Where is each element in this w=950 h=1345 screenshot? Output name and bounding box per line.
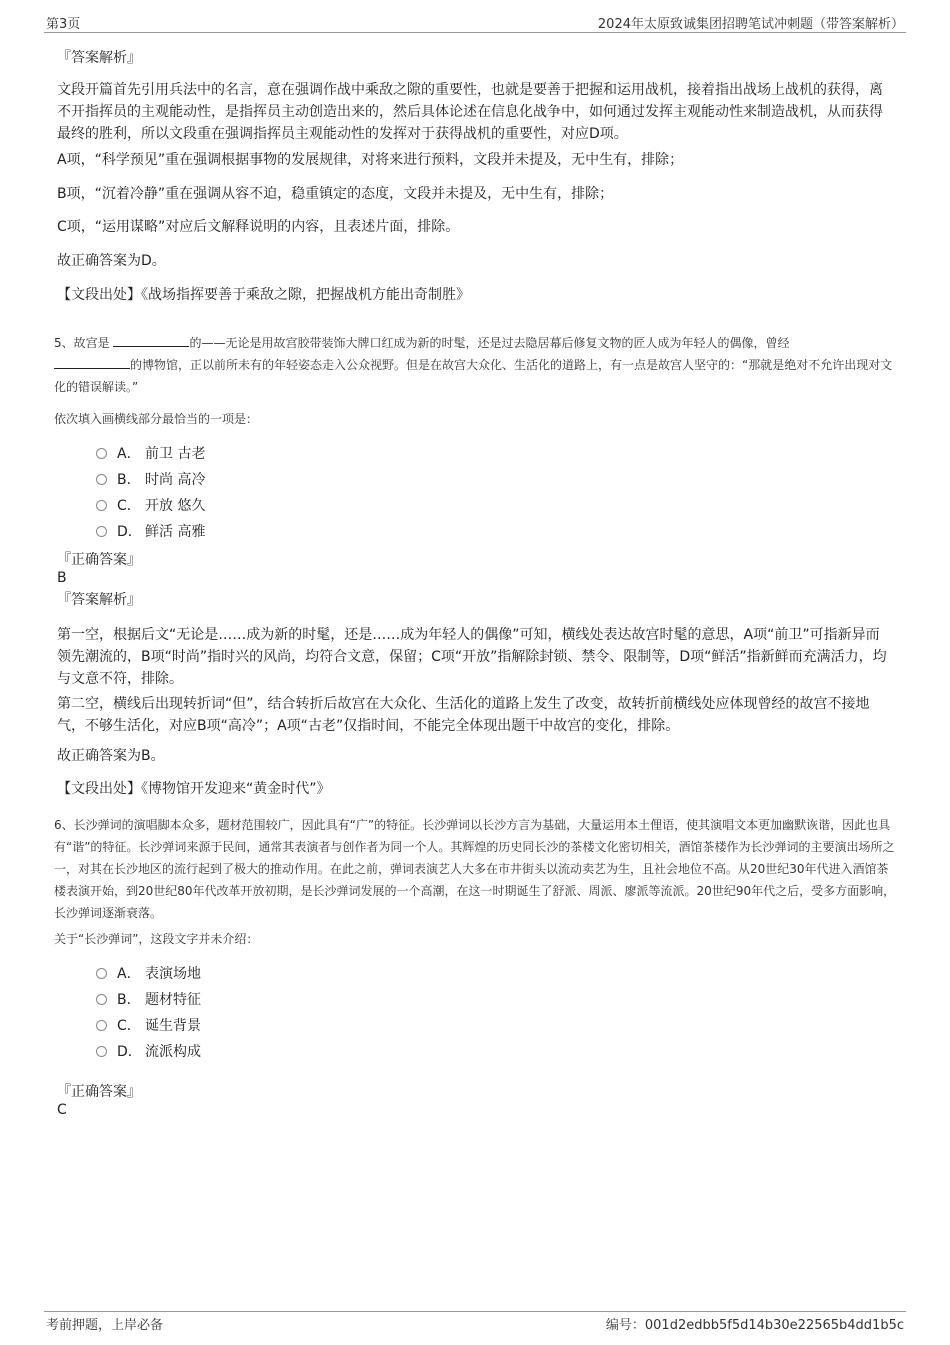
q6-option-d[interactable] [96, 1042, 201, 1062]
page-number: 第3页 [46, 17, 81, 32]
option-text: 鲜活 高雅 [145, 524, 206, 540]
q6-option-a[interactable] [96, 964, 201, 984]
header-divider [44, 32, 906, 33]
q5-analysis-label: 『答案解析』 [57, 592, 141, 608]
radio-icon[interactable] [96, 994, 107, 1005]
q6-option-c[interactable] [96, 1016, 201, 1036]
q5-prompt: 依次填入画横线部分最恰当的一项是： [54, 412, 259, 426]
q4-answer-conclusion: 故正确答案为D。 [57, 253, 166, 269]
radio-icon[interactable] [96, 500, 107, 511]
q5-option-c[interactable] [96, 496, 205, 516]
option-letter: C． [117, 1018, 141, 1034]
q6-stem: 6、长沙弹词的演唱脚本众多，题材范围较广，因此具有“广”的特征。长沙弹词以长沙方言为基础，大量运用本土俚语，使其演唱文本更加幽默诙谐，因此也具有“谐”的特征。长沙弹词来源于民间，通常其表演者与创作者为同一个人。其辉煌的历史同长沙的茶楼文化密切相关，酒馆茶楼作为长沙弹词的主要演出场所之一，对其在长沙地区的流行起到了极大的推动作用。在此之前，弹词表演艺人大多在市井街头以流动卖艺为生，且社会地位不高。从20世纪30年代进入酒馆茶楼表演开始，到20世纪80年代改革开放初期，是长沙弹词发展的一个高潮，在这一时期诞生了舒派、周派、廖派等流派。20世纪90年代之后，受多方面影响，长沙弹词逐渐衰落。 [54, 818, 896, 920]
q5-answer-label: 『正确答案』 [57, 552, 141, 568]
q5-stem-part: 的——无论是用故宫胶带装饰大牌口红成为新的时髦，还是过去隐居幕后修复文物的匠人成为年轻人的偶像，曾经 [189, 336, 790, 350]
q5-answer-conclusion: 故正确答案为B。 [57, 748, 165, 764]
document-id: 编号：001d2edbb5f5d14b30e22565b4dd1b5c [605, 1318, 904, 1333]
q5-stem-part: 的博物馆，正以前所未有的年轻姿态走入公众视野。但是在故宫大众化、生活化的道路上，有一点是故宫人坚守的：“那就是绝对不允许出现对文化的错误解读。” [54, 358, 893, 394]
option-text: 开放 悠久 [145, 498, 206, 514]
radio-icon[interactable] [96, 1046, 107, 1057]
option-text: 前卫 古老 [145, 446, 206, 462]
q4-analysis-para: A项，“科学预见”重在强调根据事物的发展规律，对将来进行预料，文段并未提及，无中生有，排除； [57, 152, 684, 168]
option-letter: B． [117, 992, 141, 1008]
q4-analysis-para: 文段开篇首先引用兵法中的名言，意在强调作战中乘敌之隙的重要性，也就是要善于把握和运用战机，接着指出战场上战机的获得，离不开指挥员的主观能动性，是指挥员主动创造出来的，然后具体论述在信息化战争中，如何通过发挥主观能动性来制造战机，从而获得最终的胜利，所以文段重在强调指挥员主观能动性的发挥对于获得战机的重要性，对应D项。 [57, 82, 883, 142]
q6-prompt: 关于“长沙弹词”，这段文字并未介绍： [54, 932, 259, 946]
q6-answer-label: 『正确答案』 [57, 1084, 141, 1100]
option-letter: C． [117, 498, 141, 514]
q5-analysis-para: 第二空，横线后出现转折词“但”，结合转折后故宫在大众化、生活化的道路上发生了改变，故转折前横线处应体现曾经的故宫不接地气，不够生活化，对应B项“高冷”；A项“古老”仅指时间，不能完全体现出题干中故宫的变化，排除。 [57, 696, 870, 734]
q5-stem-part: 5、故宫是 [54, 336, 110, 350]
q4-analysis-para: C项，“运用谋略”对应后文解释说明的内容，且表述片面，排除。 [57, 219, 460, 235]
radio-icon[interactable] [96, 526, 107, 537]
option-letter: A． [117, 966, 141, 982]
fill-blank [113, 332, 189, 347]
option-text: 表演场地 [145, 966, 201, 982]
q5-option-b[interactable] [96, 470, 205, 490]
option-text: 诞生背景 [145, 1018, 201, 1034]
fill-blank [54, 354, 130, 369]
option-letter: D． [117, 524, 142, 540]
q4-analysis-para: B项，“沉着冷静”重在强调从容不迫，稳重镇定的态度，文段并未提及，无中生有，排除； [57, 186, 614, 202]
radio-icon[interactable] [96, 474, 107, 485]
q5-source: 【文段出处】《博物馆开发迎来“黄金时代”》 [57, 781, 331, 797]
q4-source: 【文段出处】《战场指挥要善于乘敌之隙，把握战机方能出奇制胜》 [57, 287, 470, 303]
option-letter: D． [117, 1044, 142, 1060]
radio-icon[interactable] [96, 1020, 107, 1031]
radio-icon[interactable] [96, 448, 107, 459]
q6-option-b[interactable] [96, 990, 201, 1010]
option-text: 流派构成 [145, 1044, 201, 1060]
footer-divider [44, 1311, 906, 1312]
q5-stem [54, 332, 896, 398]
q5-option-a[interactable] [96, 444, 205, 464]
q5-answer: B [57, 570, 67, 586]
radio-icon[interactable] [96, 968, 107, 979]
option-letter: B． [117, 472, 141, 488]
document-title: 2024年太原致诚集团招聘笔试冲刺题（带答案解析） [597, 17, 904, 32]
q5-analysis-para: 第一空，根据后文“无论是……成为新的时髦，还是……成为年轻人的偶像”可知，横线处表达故宫时髦的意思，A项“前卫”可指新异而领先潮流的，B项“时尚”指时兴的风尚，均符合文意，保留；C项“开放”指解除封锁、禁令、限制等，D项“鲜活”指新鲜而充满活力，均与文意不符，排除。 [57, 627, 887, 687]
option-text: 题材特征 [145, 992, 201, 1008]
q4-analysis-label: 『答案解析』 [57, 50, 141, 66]
option-letter: A． [117, 446, 141, 462]
q5-option-d[interactable] [96, 522, 205, 542]
q6-answer: C [57, 1102, 67, 1118]
footer-slogan: 考前押题，上岸必备 [46, 1318, 164, 1333]
option-text: 时尚 高冷 [145, 472, 206, 488]
